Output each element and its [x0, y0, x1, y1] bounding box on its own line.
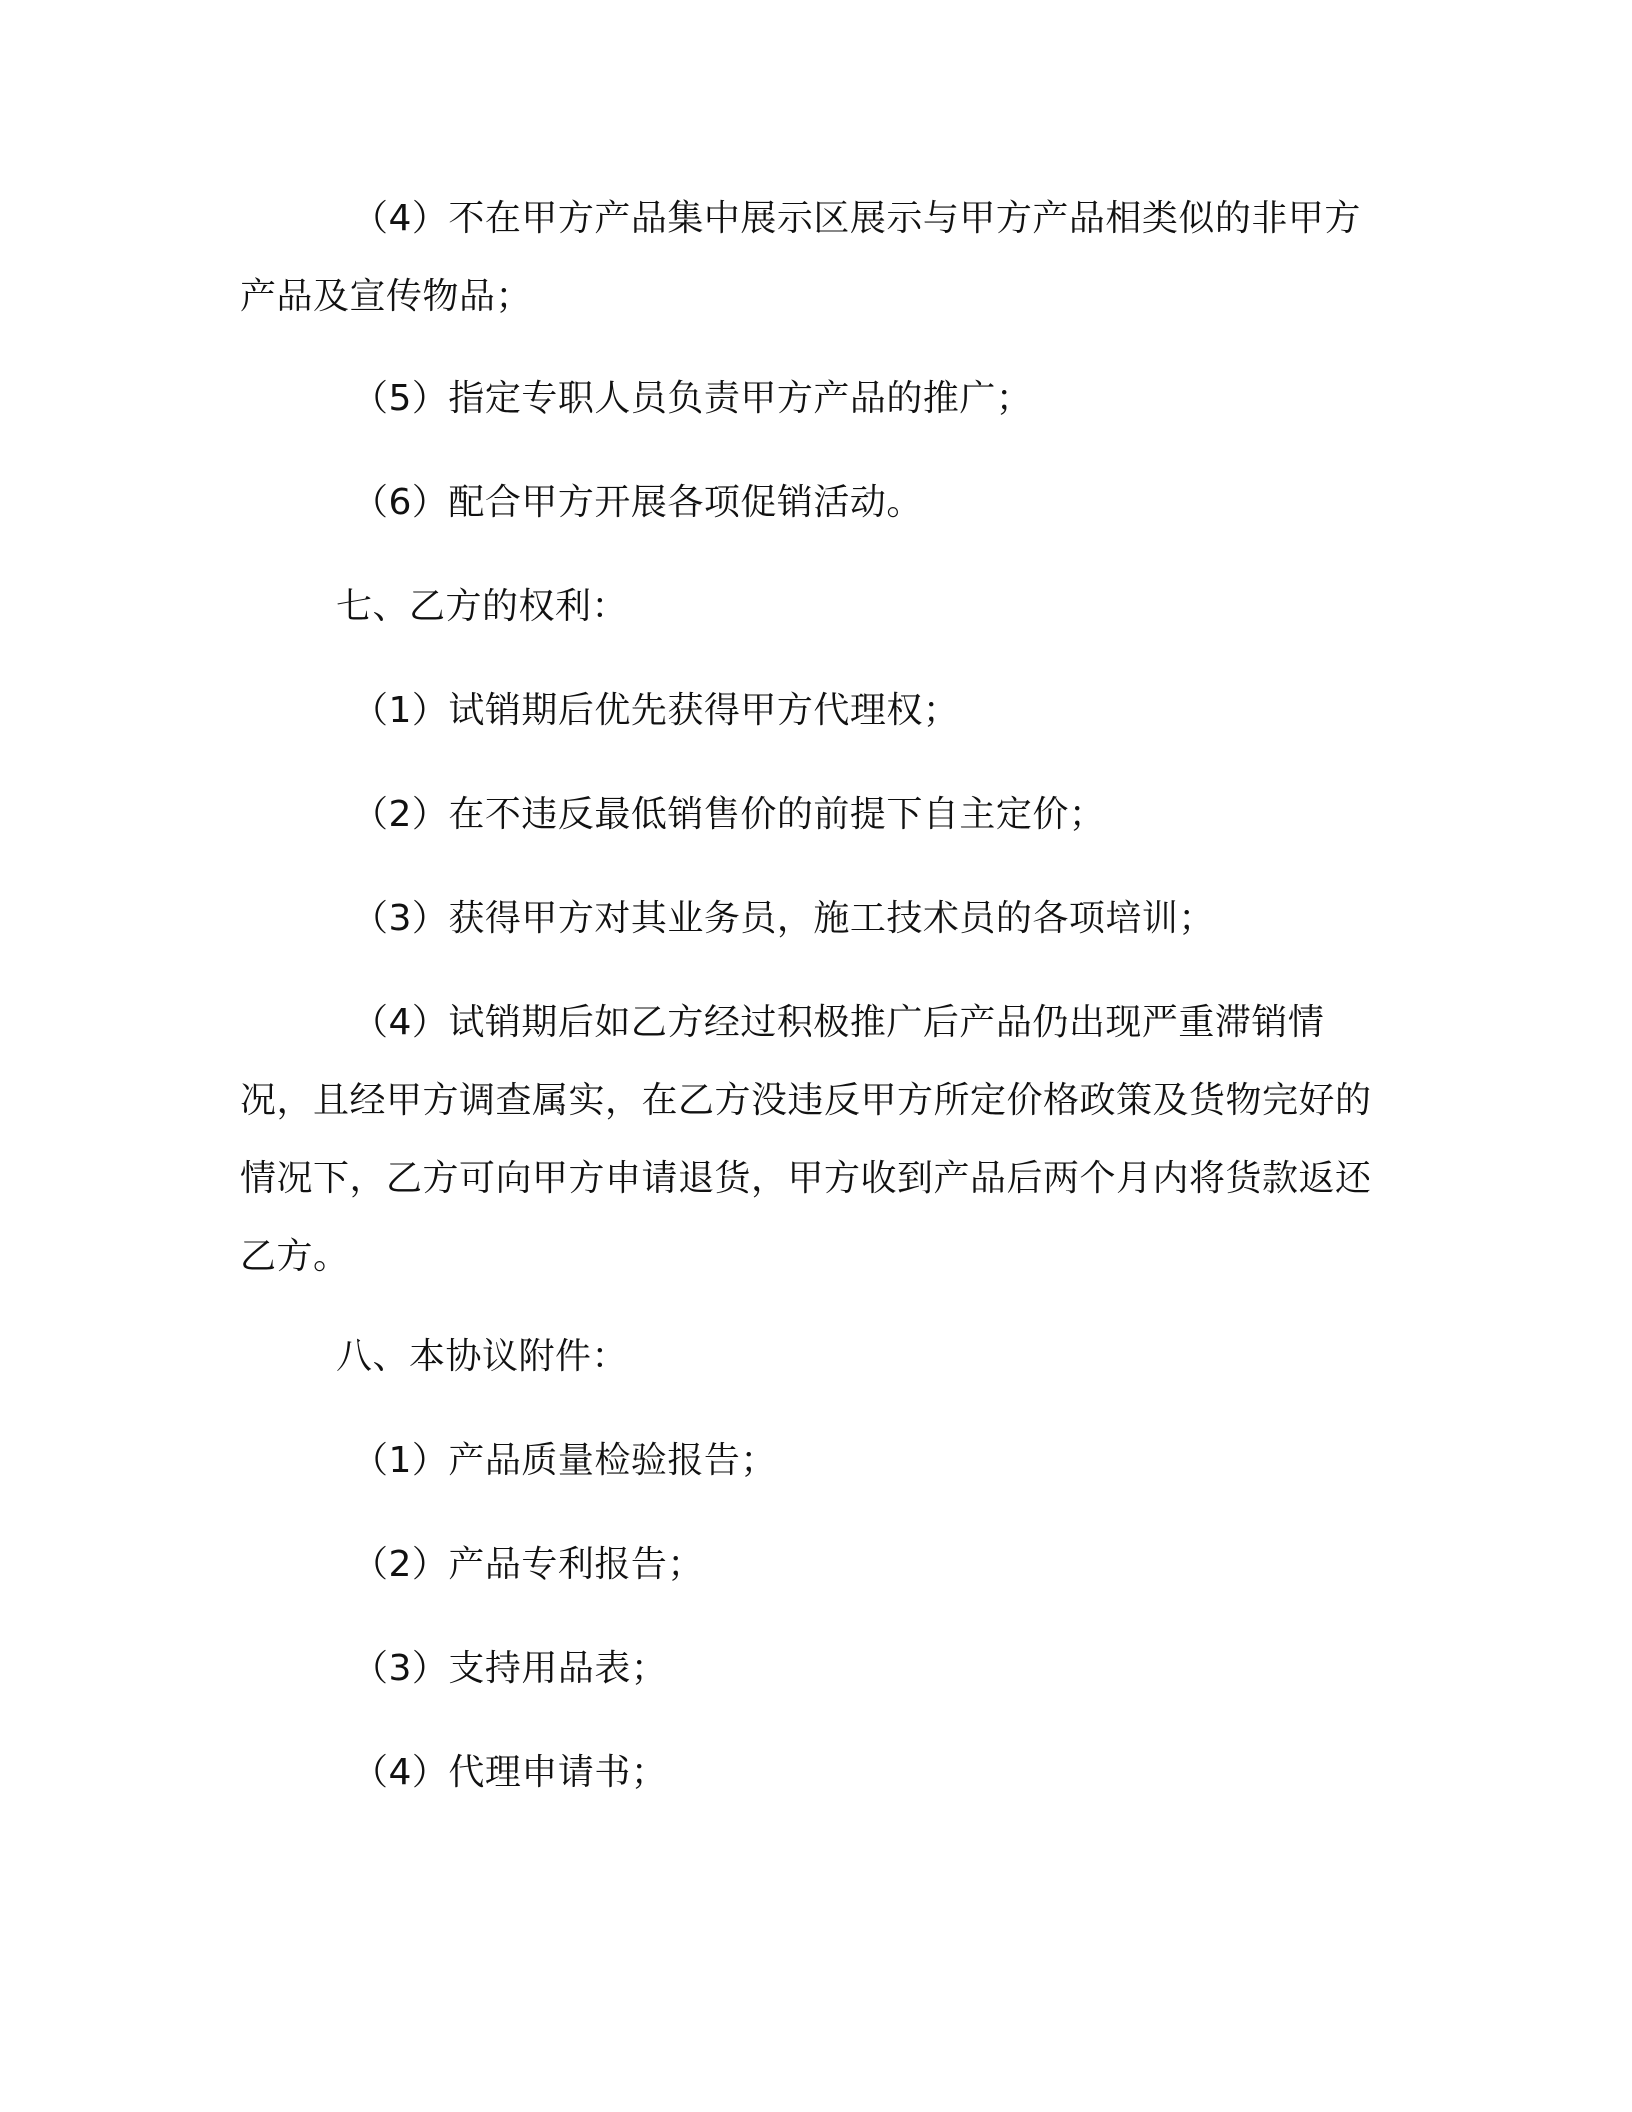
clause-7-item-1: （1）试销期后优先获得甲方代理权； [352, 690, 960, 731]
attachment-item-3: （3）支持用品表； [352, 1648, 668, 1689]
clause-6-item-4: （4）不在甲方产品集中展示区展示与甲方产品相类似的非甲方产品及宣传物品； [240, 198, 1361, 317]
attachment-item-4: （4）代理申请书； [352, 1752, 668, 1793]
clause-7-item-4: （4）试销期后如乙方经过积极推广后产品仍出现严重滞销情况，且经甲方调查属实，在乙方没违反甲方所定价格政策及货物完好的情况下，乙方可向甲方申请退货，甲方收到产品后两个月内将货款返还乙方。 [240, 1002, 1372, 1277]
section-7-heading: 七、乙方的权利： [336, 586, 629, 627]
clause-7-item-2: （2）在不违反最低销售价的前提下自主定价； [352, 794, 1106, 835]
clause-6-item-5: （5）指定专职人员负责甲方产品的推广； [352, 378, 1033, 419]
section-8-heading: 八、本协议附件： [336, 1336, 629, 1377]
attachment-item-2: （2）产品专利报告； [352, 1544, 704, 1585]
clause-7-item-3: （3）获得甲方对其业务员，施工技术员的各项培训； [352, 898, 1215, 939]
attachment-item-1: （1）产品质量检验报告； [352, 1440, 777, 1481]
clause-6-item-6: （6）配合甲方开展各项促销活动。 [352, 482, 923, 523]
